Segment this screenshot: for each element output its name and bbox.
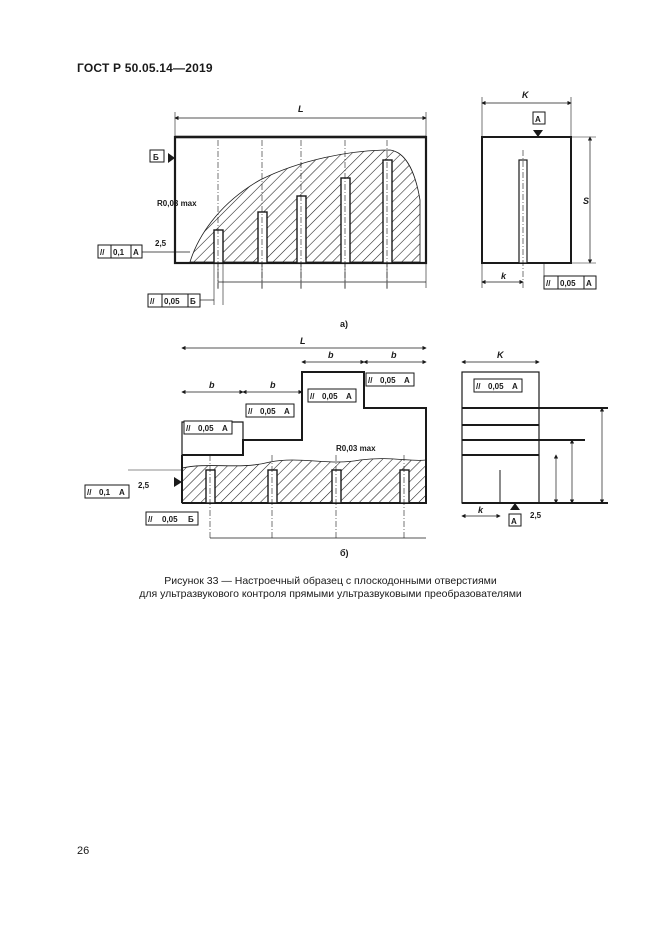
svg-text:R0,03 max: R0,03 max bbox=[336, 444, 376, 453]
svg-text:b: b bbox=[270, 380, 276, 390]
dim-L-label: L bbox=[298, 104, 304, 114]
svg-text:А: А bbox=[404, 376, 410, 385]
roughness-label: 2,5 bbox=[155, 239, 167, 248]
svg-text:А: А bbox=[535, 115, 541, 124]
svg-text:0,05: 0,05 bbox=[560, 279, 576, 288]
view-b-hatched-section bbox=[182, 459, 426, 503]
svg-text://: // bbox=[87, 488, 92, 497]
view-a-side bbox=[482, 97, 596, 290]
svg-text://: // bbox=[310, 392, 315, 401]
svg-text:0,05: 0,05 bbox=[260, 407, 276, 416]
svg-text:Б: Б bbox=[188, 515, 194, 524]
radius-label: R0,03 max bbox=[157, 199, 197, 208]
svg-text:L: L bbox=[300, 336, 306, 346]
svg-text://: // bbox=[148, 515, 153, 524]
svg-text:0,1: 0,1 bbox=[113, 248, 125, 257]
svg-text:0,05: 0,05 bbox=[380, 376, 396, 385]
svg-text:Б: Б bbox=[153, 153, 159, 162]
svg-text://: // bbox=[186, 424, 191, 433]
svg-text:S: S bbox=[583, 196, 590, 206]
tolerance-frame-side-a bbox=[544, 276, 596, 289]
figure-caption-line-2: для ультразвукового контроля прямыми ультразвуковыми преобразователями bbox=[139, 588, 522, 600]
svg-text:0,05: 0,05 bbox=[164, 297, 180, 306]
svg-text:0,05: 0,05 bbox=[488, 382, 504, 391]
svg-text://: // bbox=[476, 382, 481, 391]
svg-text:b: b bbox=[391, 350, 397, 360]
svg-text:2,5: 2,5 bbox=[138, 481, 150, 490]
svg-text:k: k bbox=[501, 271, 507, 281]
svg-text:Б: Б bbox=[190, 297, 196, 306]
svg-text:А: А bbox=[586, 279, 592, 288]
svg-text:б): б) bbox=[340, 548, 349, 558]
svg-text://: // bbox=[100, 248, 105, 257]
svg-text:А: А bbox=[512, 382, 518, 391]
view-a-label: а) bbox=[340, 319, 349, 329]
svg-text:b: b bbox=[209, 380, 215, 390]
svg-text:А: А bbox=[511, 517, 517, 526]
svg-text:K: K bbox=[497, 350, 504, 360]
datum-b-box bbox=[150, 150, 164, 162]
svg-text:k: k bbox=[478, 505, 484, 515]
page-number: 26 bbox=[77, 845, 90, 857]
svg-text:А: А bbox=[222, 424, 228, 433]
svg-text:2,5: 2,5 bbox=[530, 511, 542, 520]
svg-text:0,05: 0,05 bbox=[162, 515, 178, 524]
svg-text:А: А bbox=[133, 248, 139, 257]
svg-text:0,1: 0,1 bbox=[99, 488, 111, 497]
view-b-side-labels bbox=[474, 350, 542, 526]
svg-text://: // bbox=[248, 407, 253, 416]
svg-text:А: А bbox=[119, 488, 125, 497]
tolerance-frame-parallelism-0-1 bbox=[98, 245, 142, 258]
svg-text:0,05: 0,05 bbox=[198, 424, 214, 433]
svg-text:K: K bbox=[522, 90, 529, 100]
svg-text:А: А bbox=[284, 407, 290, 416]
tolerance-frame-parallelism-0-05-b bbox=[148, 294, 200, 307]
svg-text://: // bbox=[368, 376, 373, 385]
svg-text:0,05: 0,05 bbox=[322, 392, 338, 401]
svg-text:А: А bbox=[346, 392, 352, 401]
svg-text://: // bbox=[546, 279, 551, 288]
page-header-standard-number: ГОСТ Р 50.05.14—2019 bbox=[77, 61, 213, 75]
view-a-front bbox=[142, 112, 426, 305]
view-a-side-labels bbox=[501, 90, 589, 281]
svg-text:b: b bbox=[328, 350, 334, 360]
svg-text://: // bbox=[150, 297, 155, 306]
figure-caption-line-1: Рисунок 33 — Настроечный образец с плоскодонными отверстиями bbox=[164, 575, 497, 587]
